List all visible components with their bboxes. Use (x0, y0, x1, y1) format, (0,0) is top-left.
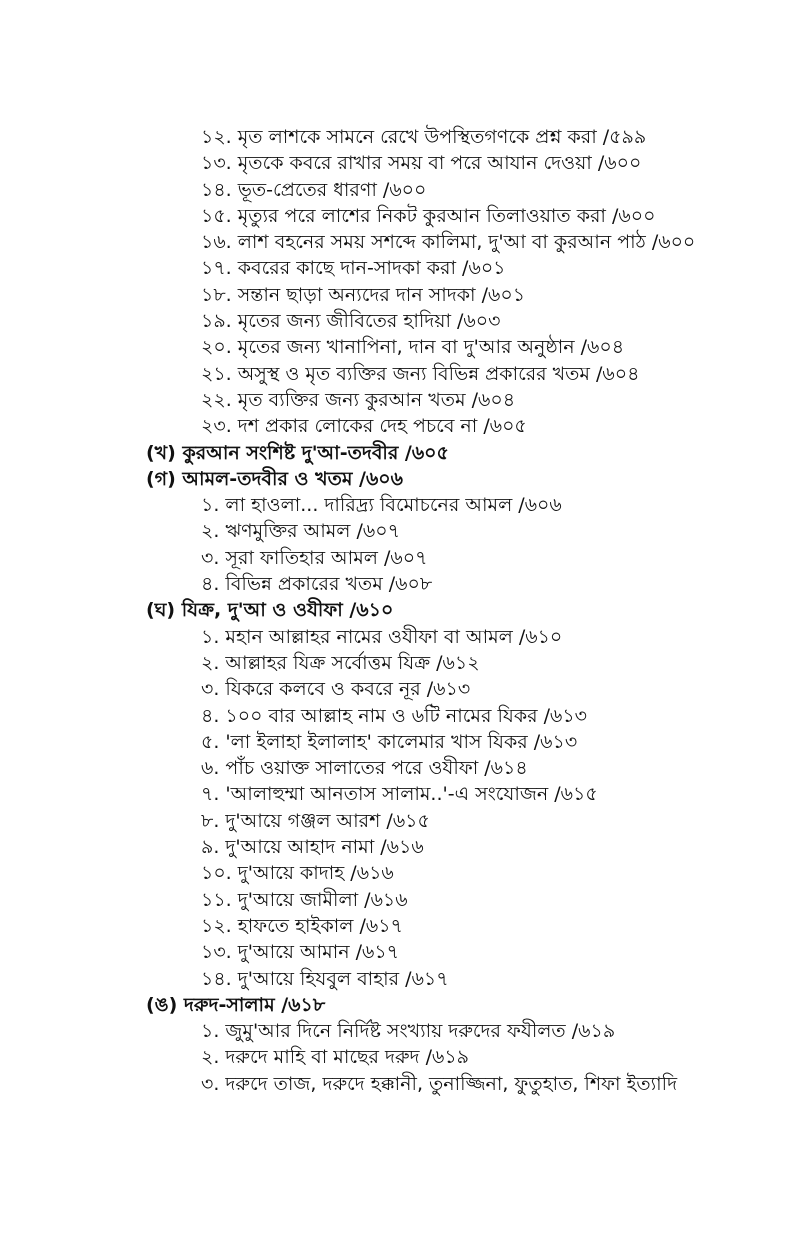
toc-entry: ১২. হাফতে হাইকাল /৬১৭ (201, 914, 403, 937)
toc-entry: ৯. দু'আয়ে আহাদ নামা /৬১৬ (201, 836, 424, 859)
toc-entry: ১৪. ভূত-প্রেতের ধারণা /৬০০ (201, 178, 427, 201)
toc-entry: ৫. 'লা ইলাহা ইলালাহ' কালেমার খাস যিকর /৬১৩ (201, 730, 578, 753)
toc-entry: ১. মহান আল্লাহর নামের ওযীফা বা আমল /৬১০ (201, 625, 563, 648)
toc-entry: ১০. দু'আয়ে কাদাহ /৬১৬ (201, 862, 394, 885)
toc-entry: ২১. অসুস্থ ও মৃত ব্যক্তির জন্য বিভিন্ন প্রকারের খতম /৬০৪ (201, 362, 640, 385)
toc-entry: ৩. যিকরে কলবে ও কবরে নূর /৬১৩ (201, 678, 471, 701)
toc-entry: ৪. ১০০ বার আল্লাহ নাম ও ৬টি নামের যিকর /৬১৩ (201, 704, 588, 727)
toc-entry: ১৯. মৃতের জন্য জীবিতের হাদিয়া /৬০৩ (201, 310, 501, 333)
toc-entry: ১২. মৃত লাশকে সামনে রেখে উপস্থিতগণকে প্রশ্ন করা /৫৯৯ (201, 126, 647, 148)
toc-entry: ৩. দরুদে তাজ, দরুদে হক্কানী, তুনাজ্জিনা, ফুতুহাত, শিফা ইত্যাদি (201, 1072, 678, 1095)
toc-entry: ১৩. দু'আয়ে আমান /৬১৭ (201, 941, 400, 964)
toc-entry: ১৫. মৃত্যুর পরে লাশের নিকট কুরআন তিলাওয়াত করা /৬০০ (201, 204, 656, 227)
toc-entry: ১৭. কবরের কাছে দান-সাদকা করা /৬০১ (201, 257, 506, 280)
toc-entry: ২. দরুদে মাহি বা মাছের দরুদ /৬১৯ (201, 1046, 469, 1069)
toc-entry: ২০. মৃতের জন্য খানাপিনা, দান বা দু'আর অনুষ্ঠান /৬০৪ (201, 336, 625, 359)
toc-entry: ১. জুমু'আর দিনে নির্দিষ্ট সংখ্যায় দরুদের ফযীলত /৬১৯ (201, 1020, 616, 1043)
toc-entry: ৩. সূরা ফাতিহার আমল /৬০৭ (201, 546, 428, 569)
toc-entry: ১৮. সন্তান ছাড়া অন্যদের দান সাদকা /৬০১ (201, 283, 526, 306)
toc-entry: ৪. বিভিন্ন প্রকারের খতম /৬০৮ (201, 573, 433, 596)
toc-section-heading: (ঙ) দরুদ-সালাম /৬১৮ (146, 993, 326, 1016)
toc-entry: ৮. দু'আয়ে গঞ্জল আরশ /৬১৫ (201, 809, 430, 832)
toc-entry: ১১. দু'আয়ে জামীলা /৬১৬ (201, 888, 408, 911)
toc-entry: ১৪. দু'আয়ে হিযবুল বাহার /৬১৭ (201, 967, 449, 990)
toc-entry: ৭. 'আলাহুম্মা আনতাস সালাম..'-এ সংযোজন /৬১৫ (201, 783, 598, 806)
toc-section-heading: (গ) আমল-তদবীর ও খতম /৬০৬ (146, 467, 404, 490)
toc-entry: ২. ঋণমুক্তির আমল /৬০৭ (201, 520, 400, 543)
toc-section-heading: (ঘ) যিক্র, দু'আ ও ওযীফা /৬১০ (146, 599, 394, 622)
toc-entry: ২২. মৃত ব্যক্তির জন্য কুরআন খতম /৬০৪ (201, 388, 516, 411)
table-of-contents (0, 124, 800, 1097)
toc-entry: ২. আল্লাহর যিক্র সর্বোত্তম যিক্র /৬১২ (201, 651, 480, 674)
toc-entry: ১৩. মৃতকে কবরে রাখার সময় বা পরে আযান দেওয়া /৬০০ (201, 152, 642, 175)
toc-entry: ১. লা হাওলা... দারিদ্র্য বিমোচনের আমল /৬০৬ (201, 494, 562, 517)
toc-section-heading: (খ) কুরআন সংশিষ্ট দু'আ-তদবীর /৬০৫ (146, 441, 449, 464)
toc-entry: ১৬. লাশ বহনের সময় সশব্দে কালিমা, দু'আ বা কুরআন পাঠ /৬০০ (201, 231, 696, 254)
toc-entry: ৬. পাঁচ ওয়াক্ত সালাতের পরে ওযীফা /৬১৪ (201, 757, 528, 780)
toc-entry: ২৩. দশ প্রকার লোকের দেহ পচবে না /৬০৫ (201, 415, 527, 438)
